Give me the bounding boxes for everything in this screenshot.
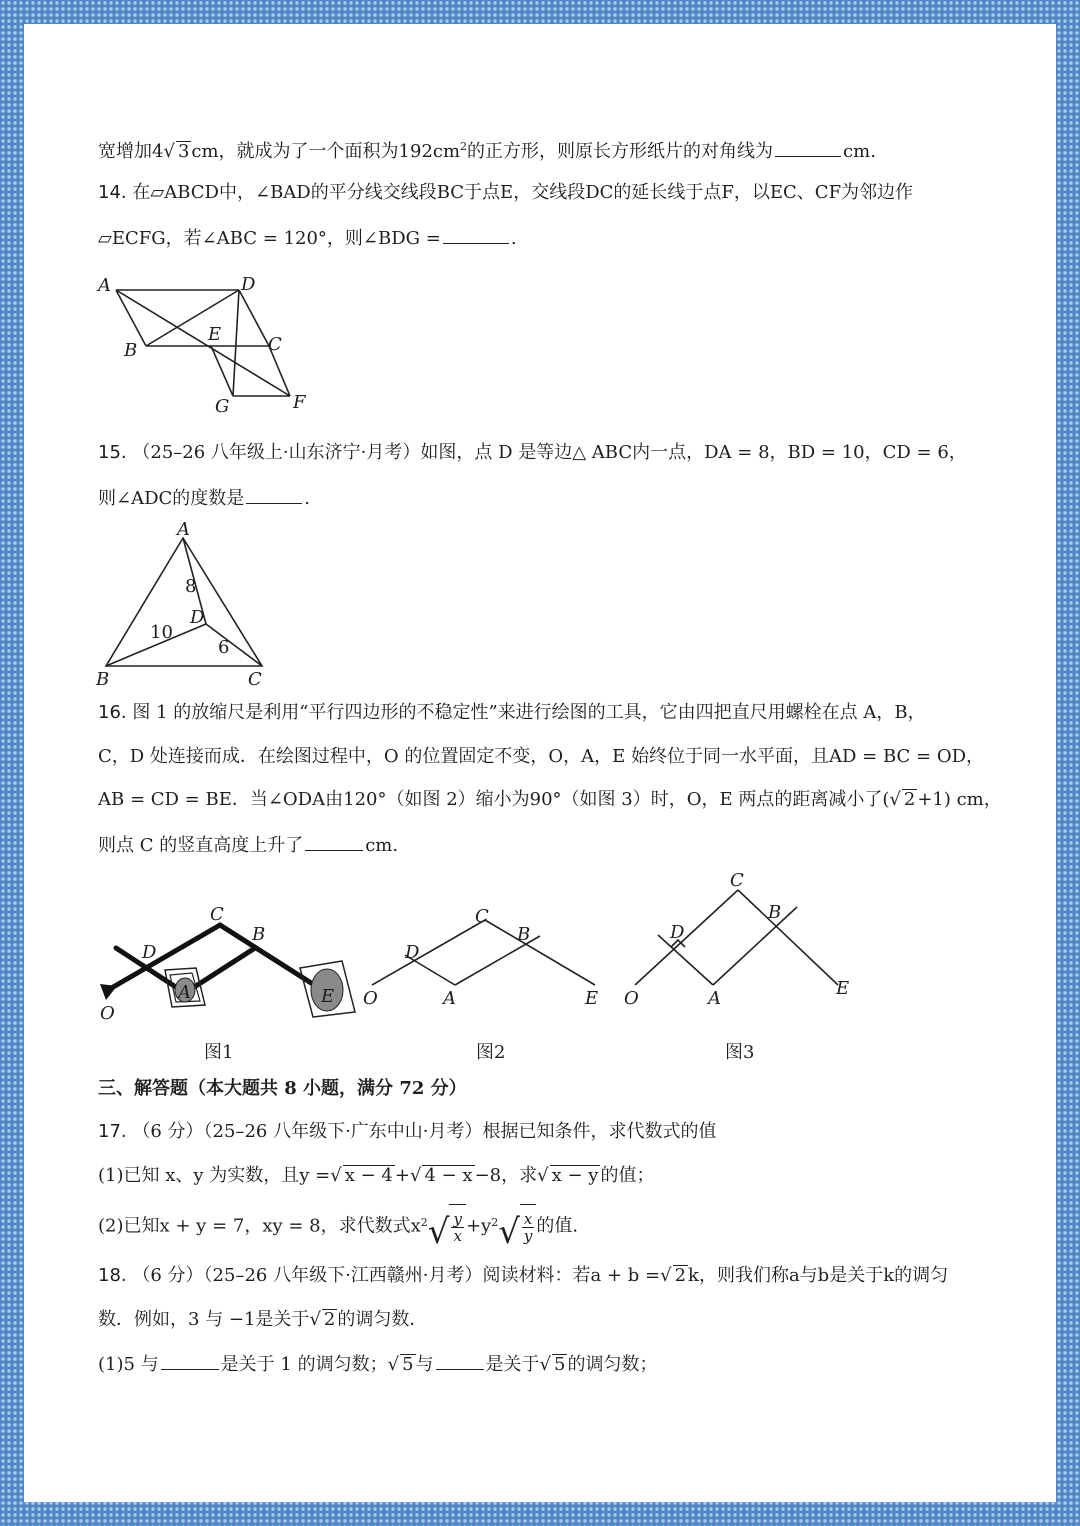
q16-fig1-pantograph [100,904,355,1024]
q15-label-B: B [96,669,110,690]
q15-length-BD: 10 [150,622,173,643]
q18-p1-radical-2: 5 [554,1354,566,1375]
q14-label-A: A [98,275,111,296]
q15-end: . [304,488,311,509]
q17-head-text: （6 分）（25–26 八年级下·广东中山·月考）根据已知条件，求代数式的值 [132,1121,717,1142]
q17-p1-radical-1: x − 4 [344,1165,393,1186]
q15-text-1: （25–26 八年级上·山东济宁·月考）如图，点 D 是等边△ ABC内一点，DA = 8，BD = 10，CD = 6， [132,442,967,463]
q14-label-D: D [241,274,256,295]
q16-fig1-label-E: E [321,986,335,1007]
q16-unit: cm. [365,835,399,856]
q16-fig1-label-C: C [210,904,224,925]
q17-p2-plus: +y [465,1215,492,1237]
q16-fig3-label-A: A [708,988,721,1009]
q17-p1-text-a: (1)已知 x、y 为实数，且y = [98,1165,331,1186]
q13-radical: 3 [177,141,190,162]
q16-fig1-label-D: D [142,942,157,963]
q15-number: 15. [98,442,127,463]
q14-text-2: ▱ECFG，若∠ABC = 120°，则∠BDG = [98,228,441,249]
q16-fig2 [363,906,598,1009]
q16-text-3b: +1) cm， [917,789,1002,810]
q14-end: . [510,228,517,249]
q16-fig2-label-A: A [443,988,456,1009]
q18-p1-text-d: 是关于 [485,1354,540,1375]
q17-p2-frac2-num: x [523,1209,533,1228]
q16-fig1-label-O: O [100,1003,115,1024]
q16-text-4: 则点 C 的竖直高度上升了 [98,835,304,856]
q16-fig2-label-O: O [363,988,378,1009]
q18-number: 18. [98,1265,127,1286]
q16-fig3-label-B: B [768,902,782,923]
q14-text-1: 在▱ABCD中，∠BAD的平分线交线段BC于点E，交线段DC的延长线于点F，以EC、CF为邻边作 [132,182,914,203]
q18-p1-blank-2[interactable] [436,1351,484,1370]
q17-p1-text-c: 的值； [600,1165,655,1186]
q14-label-E: E [208,324,222,345]
q16-caption-fig2: 图2 [476,1042,506,1063]
q18-radical-1: 2 [674,1265,687,1286]
q17-part2 [98,1204,579,1252]
q15-label-C: C [248,669,262,690]
q17-head-line [98,1120,717,1144]
q17-p2-frac1-num: y [453,1209,462,1228]
section3-heading: 三、解答题（本大题共 8 小题，满分 72 分） [98,1078,467,1099]
q14-label-F: F [293,392,306,413]
q18-text-1a: （6 分）（25–26 八年级下·江西赣州·月考）阅读材料：若a + b = [132,1265,661,1286]
q16-fig2-label-B: B [517,924,531,945]
q15-length-DA: 8 [185,576,197,597]
q17-p2-superscript-2: 2 [491,1216,499,1229]
q13-text-3: 的正方形，则原长方形纸片的对角线为 [467,141,774,162]
q13-superscript: 2 [460,140,468,153]
q16-fig3-label-D: D [670,922,685,943]
q17-p2-radical-1: √ $\frac{y}{x}$ [428,1204,466,1249]
q13-tail-line: 宽增加4√ 3 cm，就成为了一个面积为$192cm^2$的正方形，则原长方形纸片的对角线为 cm. [98,140,876,162]
q14-number: 14. [98,182,127,203]
q13-unit: cm. [843,141,876,162]
q15-label-A: A [177,519,190,540]
q16-line-3: AB = CD = BE．当∠ODA由120°（如图 2）缩小为90°（如图 3）时，O，E 两点的距离减小了(√ 2 +1) cm， [98,789,1002,810]
q17-p2-text-c: 的值. [536,1215,579,1237]
q17-p2-text-a: (2)已知x + y = 7，xy = 8，求代数式x [98,1215,421,1237]
q16-text-3a: AB = CD = BE．当∠ODA由120°（如图 2）缩小为90°（如图 3）时，O，E 两点的距离减小了( [98,789,890,810]
q18-text-2a: 数．例如，3 与 −1是关于 [98,1309,310,1330]
q17-p1-radical-3: x − y [551,1165,599,1186]
q17-p1-plus: + [394,1165,410,1186]
q16-caption-fig1: 图1 [204,1042,234,1063]
q18-line-1: 18. （6 分）（25–26 八年级下·江西赣州·月考）阅读材料：若a + b =√ 2 k，则我们称a与b是关于k的调匀 [98,1265,949,1286]
q16-fig2-label-E: E [585,988,599,1009]
q17-part1: (1)已知 x、y 为实数，且y =√ x − 4 +√ 4 − x −8，求√ x − y 的值； [98,1165,655,1186]
q15-text-2: 则∠ADC的度数是 [98,488,245,509]
q14-label-C: C [268,334,282,355]
q18-text-1b: k，则我们称a与b是关于k的调匀 [688,1265,949,1286]
q17-p2-superscript-1: 2 [420,1216,428,1229]
q18-p1-blank-1[interactable] [161,1351,219,1370]
q18-p1-text-c: 与 [415,1354,434,1375]
q18-p1-radical-1: 5 [402,1354,414,1375]
q16-fig3-label-C: C [730,870,744,891]
q16-fig3-label-O: O [624,988,639,1009]
q18-line-2: 数．例如，3 与 −1是关于√ 2 的调匀数． [98,1309,428,1330]
q16-fig1-label-A: A [178,982,191,1003]
q18-p1-text-b: 是关于 1 的调匀数； [220,1354,388,1375]
q15-length-CD: 6 [218,637,230,658]
q16-fig2-label-C: C [475,906,489,927]
q18-text-2b: 的调匀数． [337,1309,428,1330]
q17-p1-radical-2: 4 − x [424,1165,473,1186]
q16-text-2: C，D 处连接而成．在绘图过程中，O 的位置固定不变，O，A，E 始终位于同一水平面，且AD = BC = OD， [98,746,985,767]
q16-fig3-label-E: E [836,978,850,999]
q14-label-B: B [124,340,138,361]
q18-p1-text-a: (1)5 与 [98,1354,159,1375]
q14-label-G: G [215,396,230,417]
q13-text-2: cm，就成为了一个面积为192cm [191,141,461,162]
q16-caption-fig3: 图3 [725,1042,755,1063]
q16-fig3 [624,870,849,1009]
q18-p1-text-e: 的调匀数； [567,1354,658,1375]
q16-number: 16. [98,702,127,723]
q13-text-1: 宽增加4 [98,141,164,162]
q16-text-1: 图 1 的放缩尺是利用“平行四边形的不稳定性”来进行绘图的工具，它由四把直尺用螺栓在点 A，B， [132,702,926,723]
q16-radical: 2 [903,789,916,810]
q17-p2-frac1-den: x [453,1226,462,1245]
q17-number: 17. [98,1121,127,1142]
q16-fig2-label-D: D [405,942,420,963]
q17-p2-radical-2: √ $\frac{x}{y}$ [498,1204,536,1249]
q18-radical-2: 2 [323,1309,336,1330]
q16-fig1-label-B: B [252,924,266,945]
q15-label-D: D [190,607,205,628]
q17-p1-text-b: −8，求 [474,1165,538,1186]
q18-part1: (1)5 与 是关于 1 的调匀数；√ 5 与 是关于√ 5 的调匀数； [98,1351,657,1377]
q17-p2-frac2-den: y [523,1226,533,1245]
